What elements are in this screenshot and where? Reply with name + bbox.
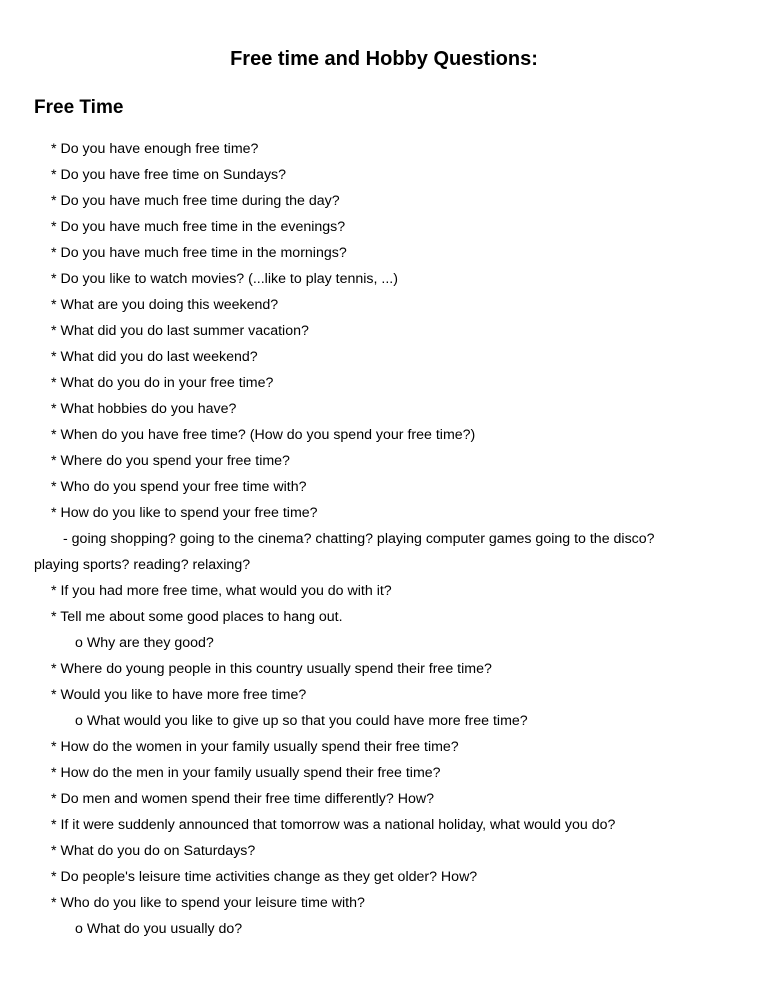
question-item: * Do men and women spend their free time differently? How? bbox=[51, 791, 434, 807]
question-item: * What do you do in your free time? bbox=[51, 375, 274, 391]
question-subitem-continuation: playing sports? reading? relaxing? bbox=[34, 557, 251, 573]
question-subitem: o Why are they good? bbox=[75, 635, 214, 651]
question-item: * If it were suddenly announced that tomorrow was a national holiday, what would you do? bbox=[51, 817, 616, 833]
question-item: * What do you do on Saturdays? bbox=[51, 843, 256, 859]
question-item: * Would you like to have more free time? bbox=[51, 687, 307, 703]
section-heading: Free Time bbox=[34, 97, 124, 118]
question-item: * Do people's leisure time activities change as they get older? How? bbox=[51, 869, 478, 885]
question-subitem: o What would you like to give up so that you could have more free time? bbox=[75, 713, 528, 729]
question-item: * When do you have free time? (How do you spend your free time?) bbox=[51, 427, 476, 443]
question-item: * Do you have much free time in the evenings? bbox=[51, 219, 346, 235]
question-item: * Who do you spend your free time with? bbox=[51, 479, 307, 495]
question-item: * Do you have free time on Sundays? bbox=[51, 167, 287, 183]
question-item: * What did you do last weekend? bbox=[51, 349, 258, 365]
question-item: * Tell me about some good places to hang out. bbox=[51, 609, 343, 625]
question-item: * Do you like to watch movies? (...like to play tennis, ...) bbox=[51, 271, 398, 287]
question-item: * Do you have enough free time? bbox=[51, 141, 259, 157]
question-item: * Where do you spend your free time? bbox=[51, 453, 290, 469]
question-item: * If you had more free time, what would you do with it? bbox=[51, 583, 392, 599]
question-item: * Do you have much free time in the mornings? bbox=[51, 245, 347, 261]
question-item: * How do the men in your family usually spend their free time? bbox=[51, 765, 441, 781]
question-item: * Do you have much free time during the day? bbox=[51, 193, 340, 209]
question-item: * Who do you like to spend your leisure time with? bbox=[51, 895, 365, 911]
document-title: Free time and Hobby Questions: bbox=[230, 48, 538, 70]
question-list bbox=[0, 136, 768, 942]
question-item: * What did you do last summer vacation? bbox=[51, 323, 309, 339]
question-item: * Where do young people in this country usually spend their free time? bbox=[51, 661, 492, 677]
question-item: * What are you doing this weekend? bbox=[51, 297, 279, 313]
question-subitem: - going shopping? going to the cinema? chatting? playing computer games going to the disco? bbox=[63, 531, 655, 547]
question-item: * How do the women in your family usually spend their free time? bbox=[51, 739, 459, 755]
question-item: * What hobbies do you have? bbox=[51, 401, 237, 417]
question-item: * How do you like to spend your free time? bbox=[51, 505, 318, 521]
question-subitem: o What do you usually do? bbox=[75, 921, 243, 937]
